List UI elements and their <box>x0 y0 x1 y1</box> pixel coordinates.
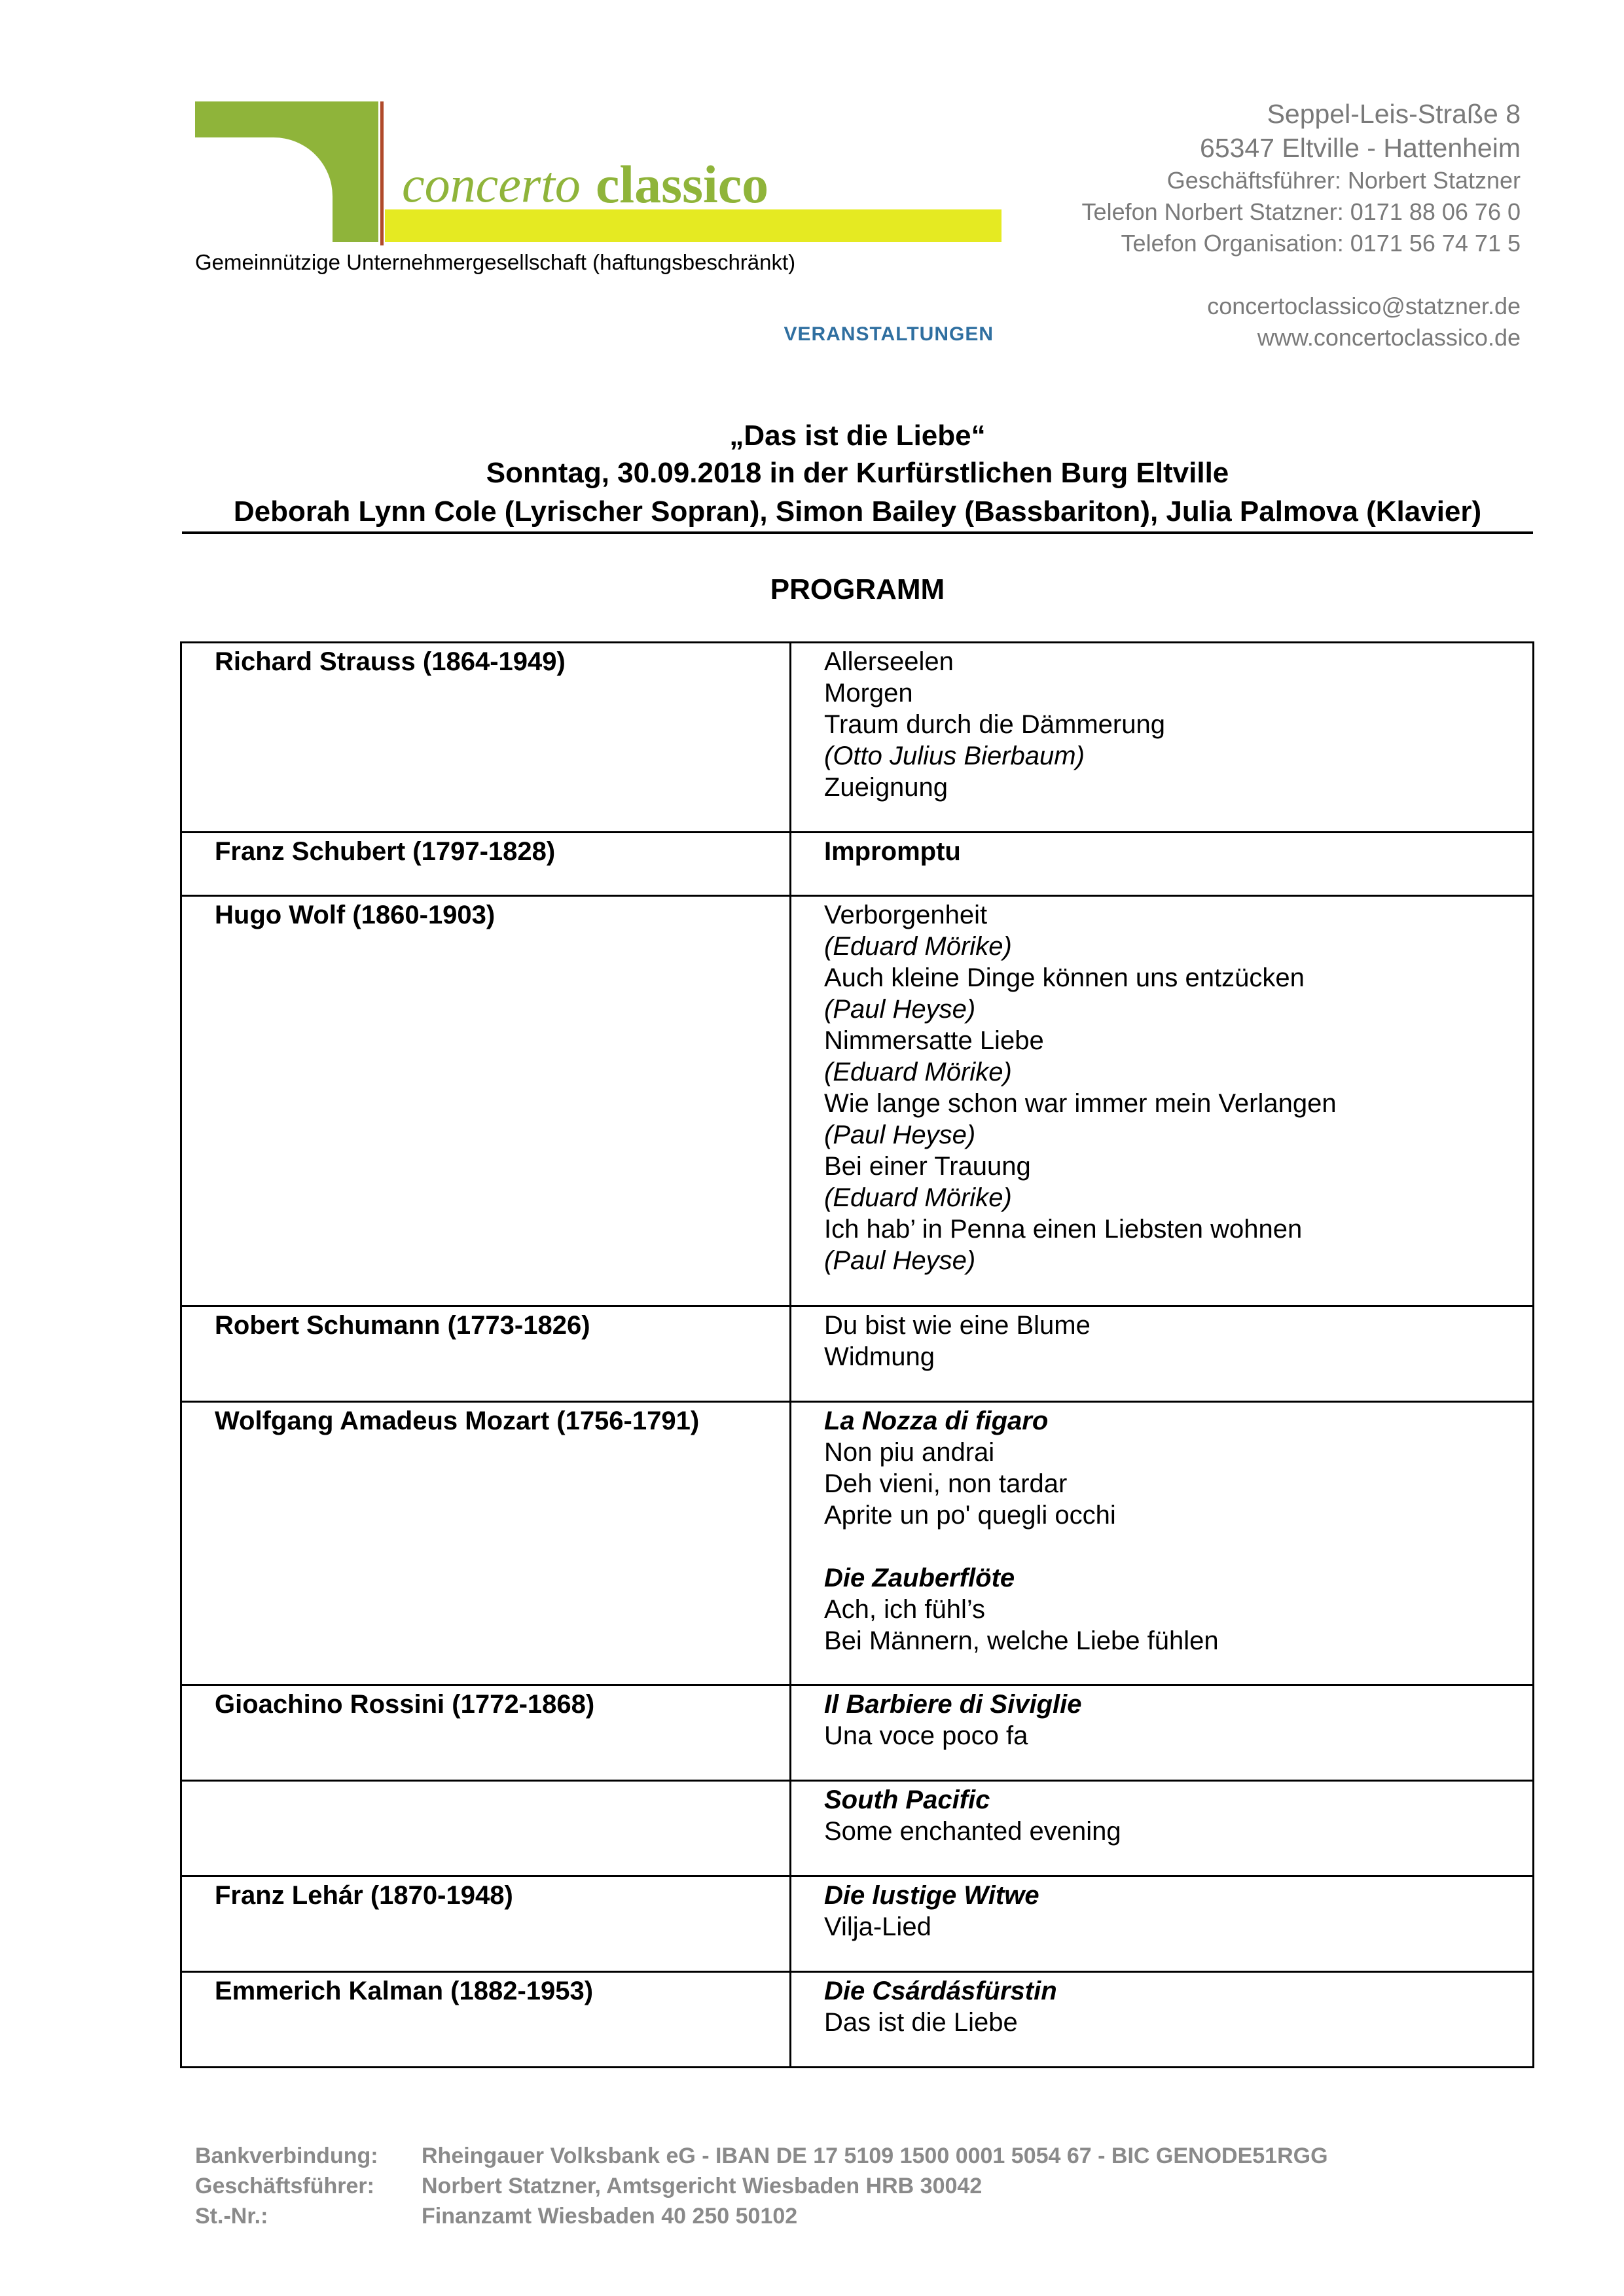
footer-manager-row <box>195 2174 1328 2204</box>
footer-bank-label: Bankverbindung: <box>195 2144 378 2168</box>
work-title: Aprite un po' quegli occhi <box>824 1501 1116 1530</box>
work-title: Das ist die Liebe <box>824 2008 1018 2037</box>
work-poet: (Paul Heyse) <box>824 1246 976 1275</box>
table-row <box>181 833 1534 896</box>
composer-cell: Hugo Wolf (1860-1903) <box>181 896 791 1306</box>
work-title: Bei Männern, welche Liebe fühlen <box>824 1626 1219 1655</box>
logo-word-classico: classico <box>596 154 769 214</box>
footer-bank-value: Rheingauer Volksbank eG - IBAN DE 17 5109 1500 0001 5054 67 - BIC GENODE51RGG <box>422 2144 1328 2168</box>
table-row <box>181 1972 1534 2068</box>
company-legal-form: Gemeinnützige Unternehmergesellschaft (haftungsbeschränkt) <box>195 250 796 274</box>
event-date-place: Sonntag, 30.09.2018 in der Kurfürstlichen Burg Eltville <box>486 457 1229 489</box>
heading-rule <box>182 531 1533 534</box>
work-poet: (Paul Heyse) <box>824 995 976 1024</box>
logo-subtitle: VERANSTALTUNGEN <box>784 323 994 345</box>
composer-cell: Franz Lehár (1870-1948) <box>181 1876 791 1972</box>
address-email[interactable]: concertoclassico@statzner.de <box>1207 293 1521 319</box>
work-title: Verborgenheit <box>824 901 988 929</box>
address-street: Seppel-Leis-Straße 8 <box>1267 99 1521 129</box>
work-poet: (Eduard Mörike) <box>824 1058 1012 1086</box>
address-manager: Geschäftsführer: Norbert Statzner <box>1166 167 1521 194</box>
footer <box>195 2144 1328 2234</box>
work-title: Traum durch die Dämmerung <box>824 710 1165 739</box>
works-cell <box>791 833 1534 896</box>
address-phone-statzner: Telefon Norbert Statzner: 0171 88 06 76 0 <box>1081 198 1521 225</box>
work-title: Auch kleine Dinge können uns entzücken <box>824 963 1305 992</box>
footer-manager-value: Norbert Statzner, Amtsgericht Wiesbaden HRB 30042 <box>422 2174 983 2198</box>
table-row <box>181 643 1534 833</box>
work-title: Ach, ich fühl’s <box>824 1595 986 1624</box>
works-cell <box>791 1972 1534 2068</box>
footer-manager-label: Geschäftsführer: <box>195 2174 374 2198</box>
work-title: Vilja-Lied <box>824 1912 931 1941</box>
footer-bank-row <box>195 2144 1328 2174</box>
works-cell <box>791 1402 1534 1685</box>
opera-title: La Nozza di figaro <box>824 1407 1049 1435</box>
composer-cell: Wolfgang Amadeus Mozart (1756-1791) <box>181 1402 791 1685</box>
work-title: Ich hab’ in Penna einen Liebsten wohnen <box>824 1215 1303 1244</box>
work-title: Allerseelen <box>824 647 954 676</box>
opera-title: South Pacific <box>824 1785 990 1814</box>
footer-tax-label: St.-Nr.: <box>195 2204 268 2229</box>
table-row <box>181 1781 1534 1876</box>
work-title: Widmung <box>824 1342 935 1371</box>
address-phone-organisation: Telefon Organisation: 0171 56 74 71 5 <box>1121 230 1521 257</box>
table-row <box>181 1306 1534 1402</box>
work-title: Una voce poco fa <box>824 1721 1028 1750</box>
table-row <box>181 1402 1534 1685</box>
works-cell <box>791 643 1534 833</box>
logo-word-concerto: concerto <box>402 156 581 213</box>
work-title: Some enchanted evening <box>824 1817 1121 1846</box>
work-title: Deh vieni, non tardar <box>824 1469 1068 1498</box>
work-title: Zueignung <box>824 773 948 802</box>
composer-cell: Emmerich Kalman (1882-1953) <box>181 1972 791 2068</box>
work-title: Nimmersatte Liebe <box>824 1026 1044 1055</box>
work-title: Non piu andrai <box>824 1438 995 1467</box>
footer-tax-row <box>195 2204 1328 2234</box>
composer-cell: Robert Schumann (1773-1826) <box>181 1306 791 1402</box>
table-row <box>181 1876 1534 1972</box>
event-performers: Deborah Lynn Cole (Lyrischer Sopran), Simon Bailey (Bassbariton), Julia Palmova (Klavier) <box>233 495 1482 528</box>
logo-notch <box>195 137 333 242</box>
composer-cell: Franz Schubert (1797-1828) <box>181 833 791 896</box>
works-cell <box>791 1781 1534 1876</box>
opera-title: Il Barbiere di Siviglie <box>824 1690 1082 1719</box>
work-poet: (Paul Heyse) <box>824 1121 976 1149</box>
table-row <box>181 896 1534 1306</box>
work-poet: (Otto Julius Bierbaum) <box>824 742 1085 770</box>
work-poet: (Eduard Mörike) <box>824 1183 1012 1212</box>
program-table <box>180 641 1534 2068</box>
work-title: Wie lange schon war immer mein Verlangen <box>824 1089 1337 1118</box>
address-block <box>1082 97 1521 353</box>
works-cell <box>791 1876 1534 1972</box>
opera-title: Die Csárdásfürstin <box>824 1977 1057 2005</box>
logo-stem <box>333 101 378 242</box>
footer-tax-value: Finanzamt Wiesbaden 40 250 50102 <box>422 2204 798 2229</box>
logo-divider <box>380 101 384 245</box>
composer-cell: Richard Strauss (1864-1949) <box>181 643 791 833</box>
address-website[interactable]: www.concertoclassico.de <box>1257 324 1521 351</box>
program-heading: PROGRAMM <box>770 573 945 605</box>
address-city: 65347 Eltville - Hattenheim <box>1200 133 1521 163</box>
work-poet: (Eduard Mörike) <box>824 932 1012 961</box>
works-cell <box>791 1306 1534 1402</box>
works-cell <box>791 1685 1534 1781</box>
event-title: „Das ist die Liebe“ <box>729 420 986 452</box>
works-cell <box>791 896 1534 1306</box>
work-title: Du bist wie eine Blume <box>824 1311 1091 1340</box>
table-row <box>181 1685 1534 1781</box>
work-title: Morgen <box>824 679 913 708</box>
work-title: Bei einer Trauung <box>824 1152 1031 1181</box>
opera-title: Die lustige Witwe <box>824 1881 1039 1910</box>
opera-title: Die Zauberflöte <box>824 1564 1015 1592</box>
composer-cell <box>181 1781 791 1876</box>
work-title: Impromptu <box>824 837 961 866</box>
composer-cell: Gioachino Rossini (1772-1868) <box>181 1685 791 1781</box>
